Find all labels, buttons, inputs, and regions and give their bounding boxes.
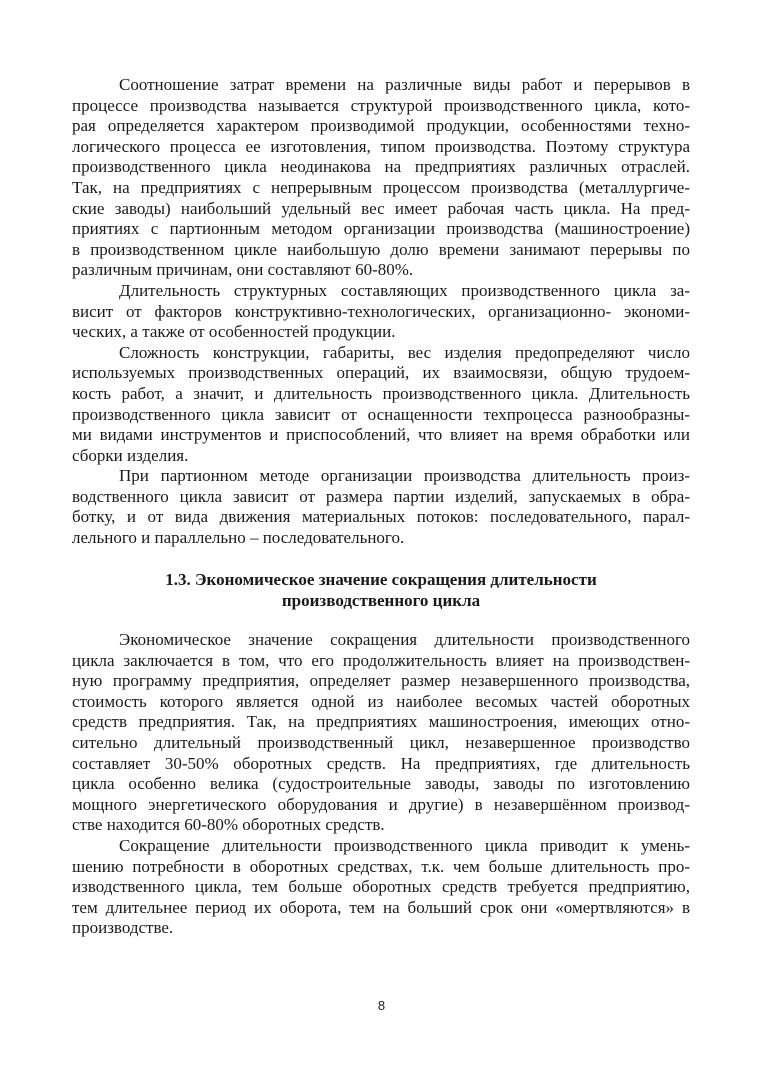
text-line: используемых производственных операций, их взаимосвязи, общую трудоем- [72,363,690,383]
text-line: ческих, а также от особенностей продукции. [72,322,396,342]
text-line: лельного и параллельно – последовательного. [72,528,405,548]
heading-line-2: производственного цикла [281,591,481,610]
text-line: стве находится 60-80% оборотных средств. [72,815,385,835]
text-line: Экономическое значение сокращения длительности производственного [119,630,690,649]
section-heading [72,569,690,611]
page-number: 8 [377,998,386,1013]
text-line: рая определяется характером производимой продукции, особенностями техно- [72,116,690,136]
paragraph [72,75,690,281]
paragraph [72,281,690,343]
paragraph [72,343,690,467]
text-line: водственного цикла зависит от размера партии изделий, запускаемых в обра- [72,486,690,506]
text-line: При партионном методе организации производства длительность произ- [119,466,690,486]
text-line: различным причинам, они составляют 60-80%. [72,260,414,280]
section-text-2 [72,630,690,939]
text-line: тем длительнее период их оборота, тем на больший срок они «омертвляются» в [72,897,690,917]
text-line: приятиях с партионным методом организации производства (машиностроение) [72,219,690,239]
paragraph [72,466,690,548]
text-line: сборки изделия. [72,445,189,465]
text-line: производственного цикла неодинакова на предприятиях различных отраслей. [72,157,690,177]
text-line: ми видами инструментов и приспособлений, что влияет на время обработки или [72,425,690,445]
heading-line-1: 1.3. Экономическое значение сокращения длительности [165,570,597,589]
text-line: мощного энергетического оборудования и другие) в незавершённом производ- [72,794,690,814]
text-line: Соотношение затрат времени на различные виды работ и перерывов в [119,75,690,94]
text-line: Сокращение длительности производственного цикла приводит к умень- [119,835,690,855]
text-line: Длительность структурных составляющих производственного цикла за- [119,280,690,300]
text-line: средств предприятия. Так, на предприятиях машиностроения, имеющих отно- [72,712,690,732]
paragraph [72,836,690,939]
text-line: составляет 30-50% оборотных средств. На предприятиях, где длительность [72,753,690,773]
section-text-1 [72,75,690,549]
text-line: кость работ, а значит, и длительность производственного цикла. Длительность [72,383,690,403]
text-line: логического процесса ее изготовления, типом производства. Поэтому структура [72,136,690,156]
text-line: стоимость которого является одной из наиболее весомых частей оборотных [72,691,690,711]
text-line: производстве. [72,918,174,938]
text-line: Так, на предприятиях с непрерывным процессом производства (металлургиче- [72,177,690,197]
text-line: ботку, и от вида движения материальных потоков: последовательного, парал- [72,507,690,527]
text-line: в производственном цикле наибольшую долю времени занимают перерывы по [72,239,690,259]
text-line: цикла особенно велика (судостроительные заводы, заводы по изготовлению [72,774,690,794]
text-line: шению потребности в оборотных средствах, т.к. чем больше длительность про- [72,856,690,876]
text-line: изводственного цикла, тем больше оборотных средств требуется предприятию, [72,877,690,897]
text-line: висит от факторов конструктивно-технологических, организационно- экономи- [72,301,690,321]
text-line: цикла заключается в том, что его продолжительность влияет на производствен- [72,650,690,670]
text-line: производственного цикла зависит от оснащенности техпроцесса разнообразны- [72,404,690,424]
text-line: Сложность конструкции, габариты, вес изделия предопределяют число [119,342,690,362]
text-line: сительно длительный производственный цикл, незавершенное производство [72,732,690,752]
paragraph [72,630,690,836]
text-line: процессе производства называется структурой производственного цикла, кото- [72,95,690,115]
text-line: ские заводы) наибольший удельный вес имеет рабочая часть цикла. На пред- [72,198,690,218]
text-line: ную программу предприятия, определяет размер незавершенного производства, [72,671,690,691]
